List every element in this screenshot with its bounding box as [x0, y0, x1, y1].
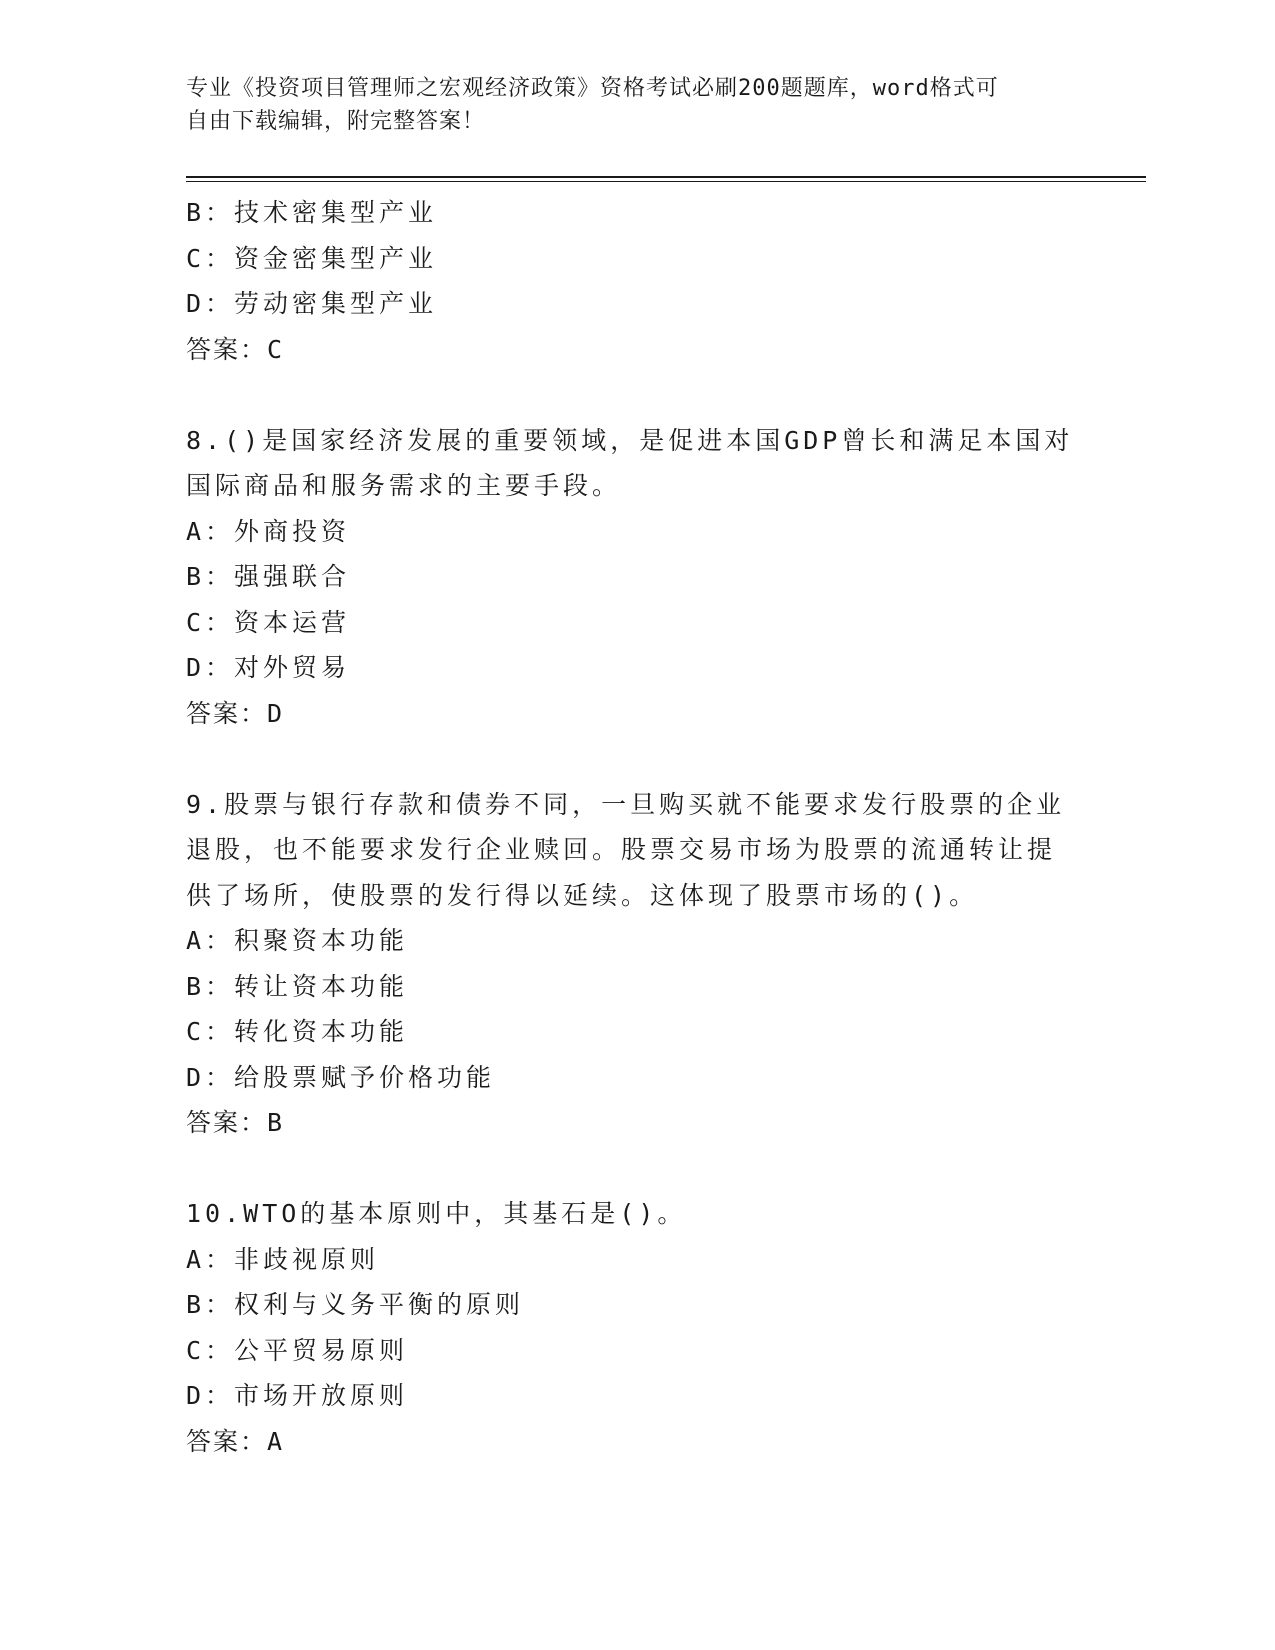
header-rule-thin	[186, 181, 1146, 182]
spacer	[186, 372, 1066, 418]
option-b: B：转让资本功能	[186, 971, 409, 1001]
option-c: C：转化资本功能	[186, 1017, 409, 1046]
spacer	[186, 1146, 1066, 1192]
option-a: A：外商投资	[186, 516, 351, 546]
option-a: A：非歧视原则	[186, 1244, 380, 1274]
option-b: B：技术密集型产业	[186, 198, 438, 227]
question-stem: 8.()是国家经济发展的重要领域，是促进本国GDP曾长和满足本国对	[186, 425, 1074, 455]
question-stem: 9.股票与银行存款和债券不同，一旦购买就不能要求发行股票的企业	[186, 789, 1066, 819]
answer: 答案：C	[186, 334, 285, 364]
question-9	[186, 782, 1066, 1146]
header-line-2: 自由下载编辑，附完整答案！	[186, 109, 486, 134]
option-b: B：权利与义务平衡的原则	[186, 1290, 525, 1319]
option-c: C：公平贸易原则	[186, 1335, 409, 1365]
question-stem: 供了场所，使股票的发行得以延续。这体现了股票市场的()。	[186, 880, 979, 910]
question-stem: 退股，也不能要求发行企业赎回。股票交易市场为股票的流通转让提	[186, 835, 1057, 864]
option-d: D：对外贸易	[186, 653, 351, 682]
question-7	[186, 190, 1066, 372]
page-header	[186, 72, 1086, 138]
option-a: A：积聚资本功能	[186, 926, 409, 955]
answer: 答案：B	[186, 1108, 285, 1137]
header-line-1: 专业《投资项目管理师之宏观经济政策》资格考试必刷200题题库，word格式可	[186, 76, 999, 101]
option-d: D：劳动密集型产业	[186, 289, 438, 318]
option-c: C：资本运营	[186, 607, 351, 637]
question-8	[186, 418, 1074, 737]
question-list	[186, 190, 1074, 1464]
question-stem: 10.WTO的基本原则中，其基石是()。	[186, 1199, 687, 1228]
answer: 答案：D	[186, 698, 285, 728]
answer: 答案：A	[186, 1426, 285, 1456]
question-stem: 国际商品和服务需求的主要手段。	[186, 471, 622, 500]
option-c: C：资金密集型产业	[186, 243, 438, 273]
option-d: D：给股票赋予价格功能	[186, 1062, 496, 1092]
header-rule-thick	[186, 176, 1146, 178]
option-d: D：市场开放原则	[186, 1381, 409, 1410]
question-10	[186, 1191, 1066, 1464]
spacer	[186, 736, 1066, 782]
option-b: B：强强联合	[186, 562, 351, 591]
